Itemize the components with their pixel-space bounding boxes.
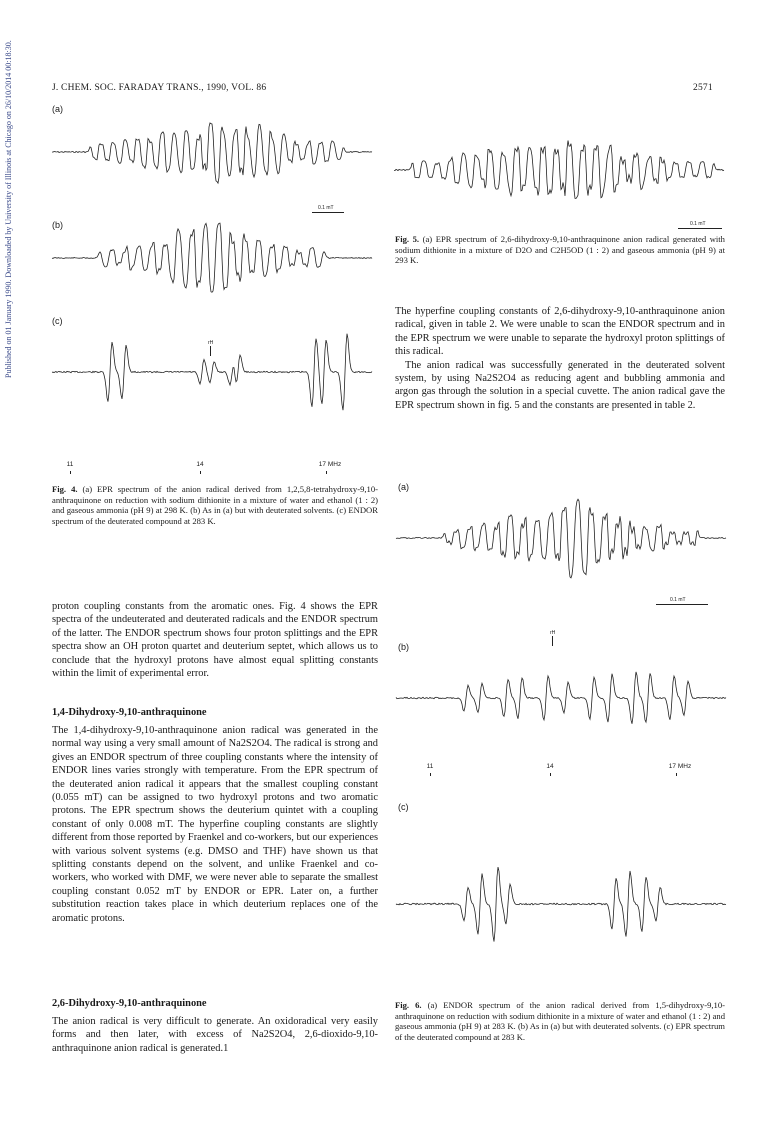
right-paragraph-1: The hyperfine coupling constants of 2,6-dihydroxy-9,10-anthraquinone anion radical, given in table 2. We were unable to scan the ENDOR spectrum and in the EPR spectrum we were unable to separate the hydroxyl proton splittings of this radical.: [395, 306, 725, 358]
fig6-axis-11: 11: [426, 763, 434, 770]
fig5-caption: [395, 234, 725, 266]
fig5-scale-bar: [678, 228, 722, 229]
left-paragraph-3: The anion radical is very difficult to generate. An oxidoradical very easily forms and then later, with excess of Na2S2O4, 2,6-dioxido-9,10-anthraquinone anion radical is generated.1: [52, 1016, 378, 1054]
fig6-caption-text: (a) ENDOR spectrum of the anion radical derived from 1,5-dihydroxy-9,10-anthraquinone on reduction with sodium dithionite in a mixture of water and ethanol (1 : 2) and gaseous ammonia (pH 9) at 283 K. (b) As in (a) but with deuterated solvents. (c) EPR spectrum of the deuterated compound at 283 K.: [395, 1000, 725, 1042]
fig4-scale-label: 0.1 mT: [318, 205, 334, 211]
left-column-text: [52, 600, 378, 680]
fig5-scale-label: 0.1 mT: [690, 221, 706, 227]
fig4-spectrum-c: [52, 310, 372, 460]
fig6-scale-bar: [656, 604, 708, 605]
fig4-tick-17: [326, 471, 327, 474]
page-number: 2571: [693, 83, 713, 93]
fig4-panel-b-label: (b): [52, 220, 63, 230]
section-heading-14-dihydroxy: 1,4-Dihydroxy-9,10-anthraquinone: [52, 707, 207, 718]
fig6-spectrum-b: [396, 636, 726, 756]
fig4-tick-14: [200, 471, 201, 474]
fig4-tick-11: [70, 471, 71, 474]
fig6-caption-label: Fig. 6.: [395, 1000, 422, 1010]
fig4-caption: [52, 484, 378, 526]
right-paragraph-2: The anion radical was successfully generated in the deuterated solvent system, by using Na2S2O4 as reducing agent and bubbling ammonia and argon gas through the solution in a special cuvette. The anion radical gave the EPR spectrum shown in fig. 5 and the constants are presented in table 2.: [395, 359, 725, 411]
fig5-spectrum: [394, 108, 724, 218]
fig4-caption-label: Fig. 4.: [52, 484, 78, 494]
fig6-spectrum-c: [396, 820, 726, 980]
fig6-axis-17: 17 MHz: [668, 763, 692, 770]
fig6-caption: [395, 1000, 725, 1042]
fig4-axis-17: 17 MHz: [318, 461, 342, 468]
fig4-scale-bar: [312, 212, 344, 213]
fig4-spectrum-b: [52, 222, 372, 298]
left-column-text-2: [52, 724, 378, 925]
fig6-axis-14: 14: [546, 763, 554, 770]
fig6-rh-label: rH: [550, 630, 556, 636]
fig4-caption-text: (a) EPR spectrum of the anion radical derived from 1,2,5,8-tetrahydroxy-9,10-anthraquinone on reduction with sodium dithionite in a mixture of water and ethanol (1 : 2) and gaseous ammonia (pH 9) at 298 K. (b) As in (a) but with deuterated solvents. (c) ENDOR spectrum of the deuterated compound at 283 K.: [52, 484, 378, 526]
fig6-panel-b-label: (b): [398, 642, 409, 652]
fig6-tick-17: [676, 773, 677, 776]
left-paragraph-2: The 1,4-dihydroxy-9,10-anthraquinone anion radical was generated in the normal way using a very small amount of Na2S2O4. The radical is strong and gives an ENDOR spectrum of three coupling constants where the intensity of ENDOR lines varies strongly with temperature. From the EPR spectrum of the deuterated anion radical it appears that the smallest coupling constant (0.055 mT) can be assigned to two hydroxyl protons and two aromatic protons. The EPR spectrum shows the deuterium quintet with a coupling constant of only 0.008 mT. The hyperfine coupling constants are slightly different from those reported by Fraenkel and co-workers, but our experiences with various solvent systems (e.g. DMSO and THF) have shown us that splitting constants depend on the solvent, and unlike Fraenkel and co-workers, who worked with DMF, we were never able to separate the smallest coupling constant 0.052 mT by ENDOR or EPR. Later on, a further substitution reaction takes place in which deuterium replaces one of the aromatic protons.: [52, 725, 378, 924]
left-column-text-3: [52, 1015, 378, 1055]
fig5-caption-text: (a) EPR spectrum of 2,6-dihydroxy-9,10-anthraquinone anion radical generated with sodium dithionite in a mixture of D2O and C2H5OD (1 : 2) and gaseous ammonia (pH 9) at 293 K.: [395, 234, 725, 266]
fig4-rh-label: rH: [208, 340, 214, 346]
fig6-tick-11: [430, 773, 431, 776]
download-notice: Published on 01 January 1990. Downloaded by University of Illinois at Chicago on 26/10/2014 00:18:30.: [4, 40, 13, 378]
fig4-axis-14: 14: [196, 461, 204, 468]
fig4-spectrum-a: [52, 108, 372, 188]
fig6-scale-label: 0.1 mT: [670, 597, 686, 603]
section-heading-26-dihydroxy: 2,6-Dihydroxy-9,10-anthraquinone: [52, 998, 207, 1009]
fig5-caption-label: Fig. 5.: [395, 234, 420, 244]
fig6-panel-c-label: (c): [398, 802, 409, 812]
journal-header: J. CHEM. SOC. FARADAY TRANS., 1990, VOL. 86: [52, 83, 267, 93]
fig6-spectrum-a: [396, 470, 726, 590]
left-paragraph-1: proton coupling constants from the aromatic ones. Fig. 4 shows the EPR spectra of the undeuterated and deuterated radicals and the ENDOR spectrum of the latter. The ENDOR spectrum shows four proton splittings and the EPR spectra show an OH proton quartet and deuterium septet, which allows us to conclude that the hydroxyl protons have almost equal splitting constants within the limit of experimental error.: [52, 601, 378, 680]
fig4-panel-c-label: (c): [52, 316, 63, 326]
fig6-panel-a-label: (a): [398, 482, 409, 492]
fig4-panel-a-label: (a): [52, 104, 63, 114]
fig4-axis-11: 11: [66, 461, 74, 468]
fig6-tick-14: [550, 773, 551, 776]
right-column-text: [395, 305, 725, 412]
